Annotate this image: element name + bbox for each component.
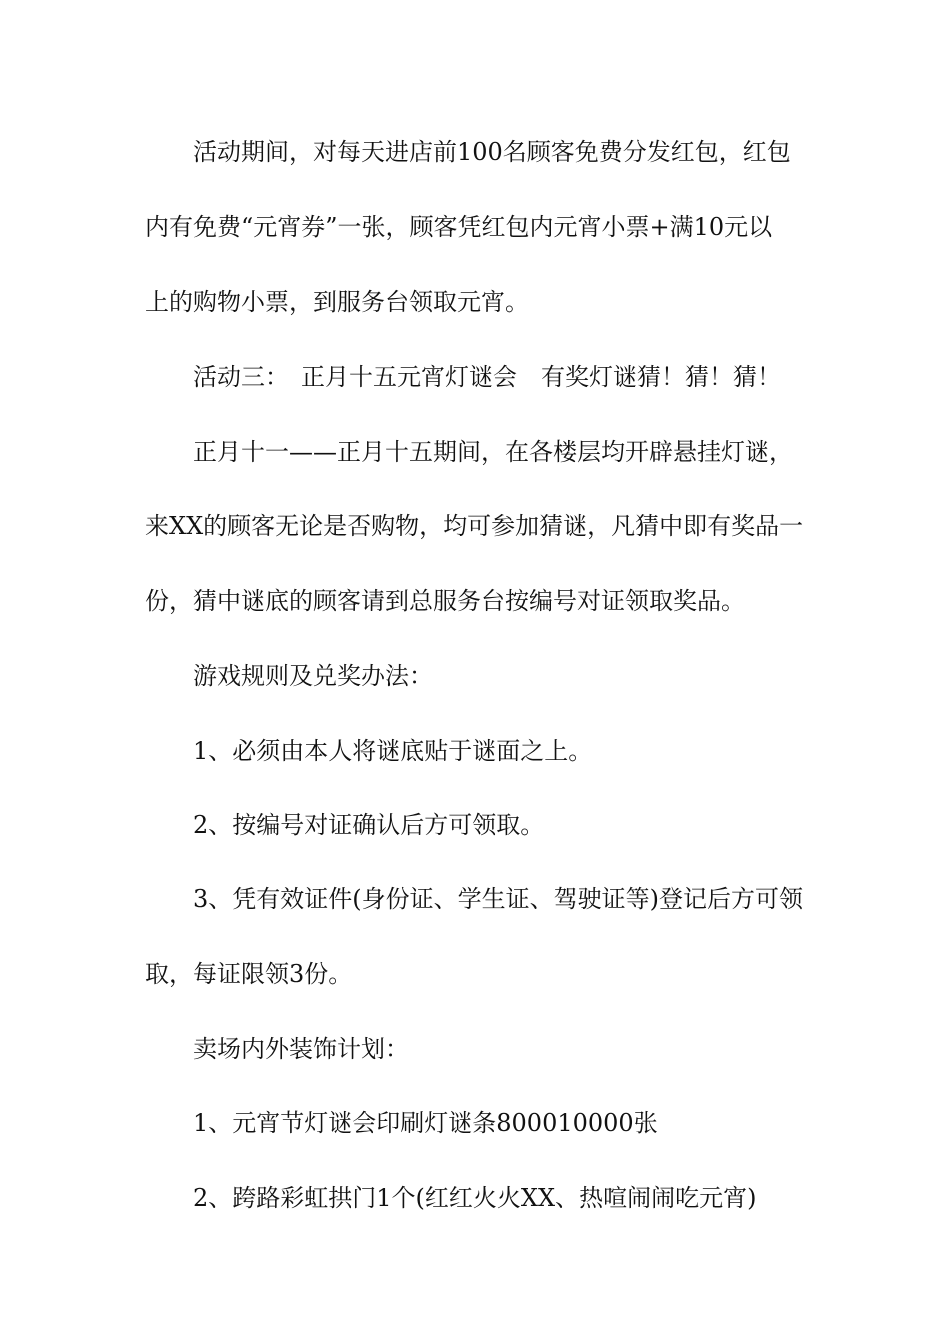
list-item: 2、跨路彩虹拱门1个(红红火火XX、热喧闹闹吃元宵) [193, 1184, 757, 1212]
list-item: 1、元宵节灯谜会印刷灯谜条800010000张 [193, 1109, 658, 1137]
paragraph-line: 活动期间，对每天进店前100名顾客免费分发红包，红包 [193, 138, 791, 166]
list-item-continuation: 取，每证限领3份。 [145, 960, 353, 988]
paragraph-line: 来XX的顾客无论是否购物，均可参加猜谜，凡猜中即有奖品一 [145, 512, 804, 540]
subheading: 卖场内外装饰计划： [193, 1035, 409, 1063]
paragraph-line: 正月十一——正月十五期间，在各楼层均开辟悬挂灯谜， [193, 438, 793, 466]
paragraph-line: 上的购物小票，到服务台领取元宵。 [145, 288, 529, 316]
list-item: 1、必须由本人将谜底贴于谜面之上。 [193, 737, 593, 765]
paragraph-line: 内有免费“元宵券”一张，顾客凭红包内元宵小票+满10元以 [145, 213, 773, 241]
list-item: 3、凭有效证件(身份证、学生证、驾驶证等)登记后方可领 [193, 885, 803, 913]
section-heading: 活动三： 正月十五元宵灯谜会 有奖灯谜猜！猜！猜！ [193, 363, 781, 391]
list-item: 2、按编号对证确认后方可领取。 [193, 811, 545, 839]
subheading: 游戏规则及兑奖办法： [193, 662, 433, 690]
paragraph-line: 份，猜中谜底的顾客请到总服务台按编号对证领取奖品。 [145, 587, 745, 615]
